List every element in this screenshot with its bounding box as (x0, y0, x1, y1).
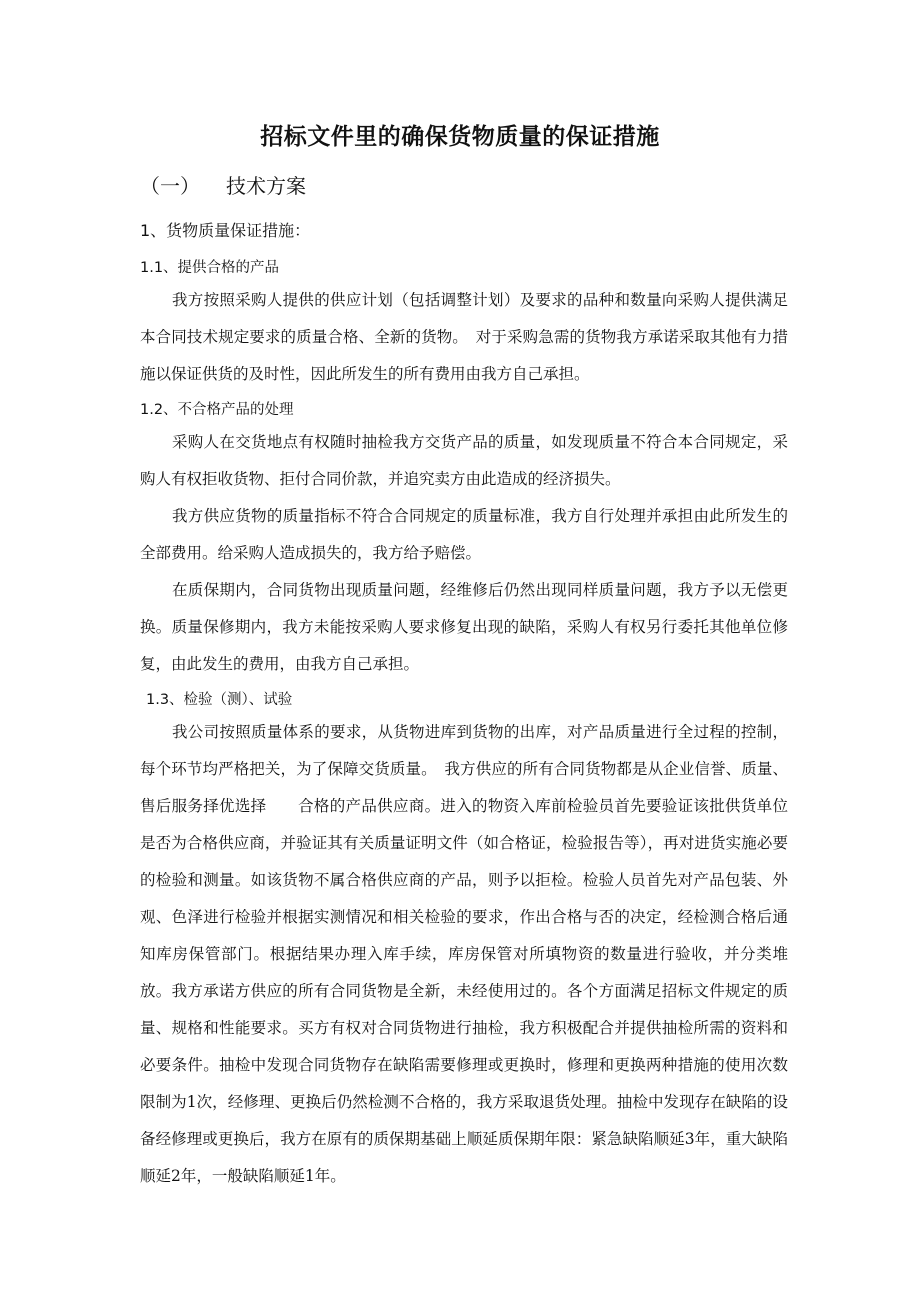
section-label: 技术方案 (226, 174, 306, 198)
paragraph: 我公司按照质量体系的要求，从货物进库到货物的出库，对产品质量进行全过程的控制，每个环节均严格把关，为了保障交货质量。 我方供应的所有合同货物都是从企业信誉、质量、售后服务择优选择 合格的产品供应商。进入的物资入库前检验员首先要验证该批供货单位是否为合格供应商，并验证其有关质量证明文件（如合格证，检验报告等），再对进货实施必要的检验和测量。如该货物不属合格供应商的产品，则予以拒检。检验人员首先对产品包装、外观、色泽进行检验并根据实测情况和相关检验的要求，作出合格与否的决定，经检测合格后通知库房保管部门。根据结果办理入库手续，库房保管对所填物资的数量进行验收，并分类堆放。我方承诺方供应的所有合同货物是全新，未经使用过的。各个方面满足招标文件规定的质量、规格和性能要求。买方有权对合同货物进行抽检，我方积极配合并提供抽检所需的资料和必要条件。抽检中发现合同货物存在缺陷需要修理或更换时，修理和更换两种措施的使用次数限制为1次，经修理、更换后仍然检测不合格的，我方采取退货处理。抽检中发现存在缺陷的设备经修理或更换后，我方在原有的质保期基础上顺延质保期年限：紧急缺陷顺延3年，重大缺陷顺延2年，一般缺陷顺延1年。 (140, 723, 788, 1185)
item-heading-1-1: 1.1、提供合格的产品 (140, 260, 280, 276)
paragraph: 我方按照采购人提供的供应计划（包括调整计划）及要求的品种和数量向采购人提供满足本合同技术规定要求的质量合格、全新的货物。 对于采购急需的货物我方承诺采取其他有力措施以保证供货的及时性，因此所发生的所有费用由我方自己承担。 (140, 291, 788, 383)
subsection-heading: 1、货物质量保证措施： (140, 221, 311, 240)
document-title: 招标文件里的确保货物质量的保证措施 (260, 124, 660, 150)
paragraph: 我方供应货物的质量指标不符合合同规定的质量标准，我方自行处理并承担由此所发生的全部费用。给采购人造成损失的，我方给予赔偿。 (140, 507, 788, 562)
paragraph: 采购人在交货地点有权随时抽检我方交货产品的质量，如发现质量不符合本合同规定，采购人有权拒收货物、拒付合同价款，并追究卖方由此造成的经济损失。 (140, 433, 788, 488)
item-heading-1-3: 1.3、检验（测）、试验 (146, 692, 293, 708)
item-heading-1-2: 1.2、不合格产品的处理 (140, 402, 294, 418)
section-heading (140, 170, 306, 199)
section-number: （一） (140, 174, 200, 198)
paragraph: 在质保期内，合同货物出现质量问题，经维修后仍然出现同样质量问题，我方予以无偿更换。质量保修期内，我方未能按采购人要求修复出现的缺陷，采购人有权另行委托其他单位修复，由此发生的费用，由我方自己承担。 (140, 581, 788, 673)
